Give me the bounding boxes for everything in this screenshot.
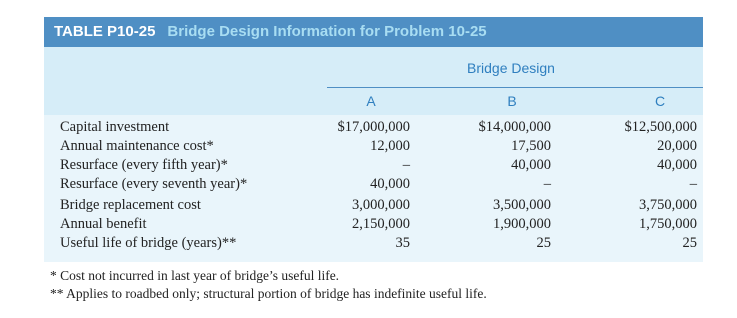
cell-b: 1,900,000 — [493, 216, 551, 232]
cell-a: 3,000,000 — [352, 197, 410, 213]
cell-a: $17,000,000 — [337, 119, 410, 135]
table-row — [0, 197, 737, 216]
table-row — [0, 119, 737, 138]
column-header-b: B — [507, 93, 517, 109]
cell-c: 3,750,000 — [639, 197, 697, 213]
table-row — [0, 138, 737, 157]
cell-c: 1,750,000 — [639, 216, 697, 232]
table-row — [0, 157, 737, 176]
table-number: TABLE P10-25 — [54, 23, 156, 40]
cell-b: 3,500,000 — [493, 197, 551, 213]
row-label: Resurface (every fifth year)* — [60, 157, 228, 173]
row-label: Annual benefit — [60, 216, 147, 232]
column-header-c: C — [654, 93, 666, 109]
table-title-bar — [44, 17, 703, 47]
cell-c: 40,000 — [657, 157, 697, 173]
row-label: Useful life of bridge (years)** — [60, 235, 237, 251]
row-label: Bridge replacement cost — [60, 197, 201, 213]
cell-b: 17,500 — [511, 138, 551, 154]
table-row — [0, 176, 737, 195]
footnote-2: ** Applies to roadbed only; structural portion of bridge has indefinite useful life. — [50, 286, 487, 301]
row-label: Annual maintenance cost* — [60, 138, 214, 154]
cell-b: 25 — [536, 235, 551, 251]
table-row — [0, 235, 737, 254]
cell-c: $12,500,000 — [624, 119, 697, 135]
table-caption: Bridge Design Information for Problem 10-25 — [167, 23, 487, 40]
group-header: Bridge Design — [467, 60, 555, 76]
row-label: Capital investment — [60, 119, 170, 135]
cell-c: – — [689, 176, 697, 192]
row-label: Resurface (every seventh year)* — [60, 176, 248, 192]
cell-a: 40,000 — [370, 176, 410, 192]
cell-b: $14,000,000 — [478, 119, 551, 135]
cell-a: – — [402, 157, 410, 173]
cell-b: 40,000 — [511, 157, 551, 173]
footnote-1: * Cost not incurred in last year of bridge’s useful life. — [50, 268, 340, 283]
header-rule — [327, 87, 703, 88]
cell-b: – — [543, 176, 551, 192]
cell-a: 12,000 — [370, 138, 410, 154]
table-row — [0, 216, 737, 235]
cell-a: 35 — [395, 235, 410, 251]
column-header-a: A — [366, 93, 376, 109]
cell-c: 25 — [682, 235, 697, 251]
cell-c: 20,000 — [657, 138, 697, 154]
cell-a: 2,150,000 — [352, 216, 410, 232]
